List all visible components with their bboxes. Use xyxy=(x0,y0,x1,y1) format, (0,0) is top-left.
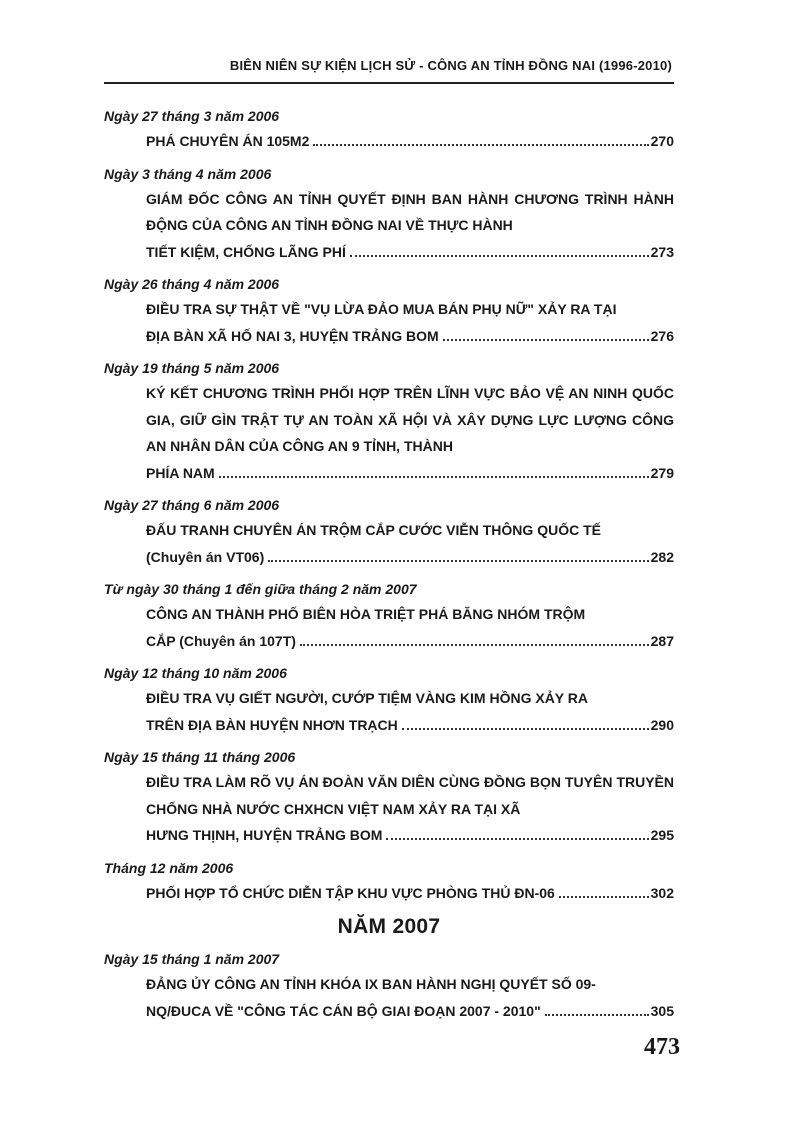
toc-entry-title-lead: ĐẢNG ỦY CÔNG AN TỈNH KHÓA IX BAN HÀNH NGHỊ QUYẾT SỐ 09- xyxy=(146,976,596,992)
dot-leader xyxy=(313,144,648,146)
toc-entry-title-lead: ĐIỀU TRA VỤ GIẾT NGƯỜI, CƯỚP TIỆM VÀNG KIM HỒNG XẢY RA xyxy=(146,690,588,706)
toc-entry xyxy=(104,858,674,907)
toc-entry-title-lead: ĐIỀU TRA LÀM RÕ VỤ ÁN ĐOÀN VĂN DIÊN CÙNG ĐỒNG BỌN TUYÊN TRUYỀN CHỐNG NHÀ NƯỚC CHXHCN VIỆT NAM XẢY RA TẠI XÃ xyxy=(146,774,674,817)
dot-leader xyxy=(402,728,649,730)
toc-entry-title xyxy=(104,380,674,486)
year-heading: NĂM 2007 xyxy=(337,915,441,938)
toc-entry-page: 287 xyxy=(650,632,674,649)
toc-entry xyxy=(104,358,674,486)
dot-leader xyxy=(219,476,649,478)
dot-leader xyxy=(350,255,649,257)
toc-entry-date: Ngày 27 tháng 6 năm 2006 xyxy=(104,497,280,513)
toc-entry-page: 282 xyxy=(650,548,674,565)
toc-entry-title xyxy=(104,685,674,738)
toc-entry-title xyxy=(104,880,674,907)
toc-entries-2007 xyxy=(104,949,674,1024)
toc-entry-title-lead: CÔNG AN THÀNH PHỐ BIÊN HÒA TRIỆT PHÁ BĂNG NHÓM TRỘM xyxy=(146,606,586,622)
header-rule xyxy=(104,82,674,84)
toc-entry-date: Ngày 15 tháng 11 tháng 2006 xyxy=(104,749,296,765)
toc-entry-title xyxy=(104,296,674,349)
toc-entry-title-last-line xyxy=(146,628,674,655)
toc-entry-title-lead: KÝ KẾT CHƯƠNG TRÌNH PHỐI HỢP TRÊN LĨNH VỰC BẢO VỆ AN NINH QUỐC GIA, GIỮ GÌN TRẬT TỰ AN TOÀN XÃ HỘI VÀ XÂY DỰNG LỰC LƯỢNG CÔNG AN NHÂN DÂN CỦA CÔNG AN 9 TỈNH, THÀNH xyxy=(146,385,674,454)
toc-entries-2006 xyxy=(104,106,674,906)
dot-leader xyxy=(559,896,649,898)
toc-entry xyxy=(104,949,674,1024)
toc-entry-title-last-line xyxy=(146,239,674,266)
toc-entry-title xyxy=(104,601,674,654)
toc-entry-title-end: TRÊN ĐỊA BÀN HUYỆN NHƠN TRẠCH xyxy=(146,716,398,733)
toc-entry xyxy=(104,663,674,738)
dot-leader xyxy=(300,644,649,646)
toc-entry-title-last-line xyxy=(146,998,674,1025)
toc-entry-title xyxy=(104,128,674,155)
running-header: BIÊN NIÊN SỰ KIỆN LỊCH SỬ - CÔNG AN TỈNH ĐỒNG NAI (1996-2010) xyxy=(229,58,672,73)
toc-entry-title-lead: ĐẤU TRANH CHUYÊN ÁN TRỘM CẮP CƯỚC VIỄN THÔNG QUỐC TẾ xyxy=(146,522,601,538)
page-number: 473 xyxy=(644,1034,680,1060)
toc-entry xyxy=(104,274,674,349)
toc-entry-title-last-line xyxy=(146,460,674,487)
toc-entry-title-end: HƯNG THỊNH, HUYỆN TRẢNG BOM xyxy=(146,827,383,843)
toc-entry-title-lead: ĐIỀU TRA SỰ THẬT VỀ "VỤ LỪA ĐẢO MUA BÁN PHỤ NỮ" XẢY RA TẠI xyxy=(146,301,617,317)
toc-entry-date: Ngày 15 tháng 1 năm 2007 xyxy=(104,951,280,967)
dot-leader xyxy=(268,560,648,562)
toc-content xyxy=(104,106,674,1033)
toc-entry-title-end: ĐỊA BÀN XÃ HỐ NAI 3, HUYỆN TRẢNG BOM xyxy=(146,327,439,344)
toc-entry-title xyxy=(104,971,674,1024)
toc-entry-date: Ngày 3 tháng 4 năm 2006 xyxy=(104,165,272,182)
toc-entry xyxy=(104,164,674,266)
toc-entry-title xyxy=(104,769,674,849)
toc-entry xyxy=(104,579,674,654)
dot-leader xyxy=(386,838,648,840)
toc-entry-date: Ngày 19 tháng 5 năm 2006 xyxy=(104,360,280,376)
toc-entry-title xyxy=(104,517,674,570)
toc-entry-date: Ngày 12 tháng 10 năm 2006 xyxy=(104,665,287,681)
toc-entry-title-last-line xyxy=(146,712,674,739)
toc-entry-date: Ngày 26 tháng 4 năm 2006 xyxy=(104,276,280,292)
toc-entry-title-end: (Chuyên án VT06) xyxy=(146,548,265,565)
toc-entry-title xyxy=(104,186,674,266)
toc-entry-title-last-line xyxy=(146,544,674,571)
toc-entry-title-lead: GIÁM ĐỐC CÔNG AN TỈNH QUYẾT ĐỊNH BAN HÀNH CHƯƠNG TRÌNH HÀNH ĐỘNG CỦA CÔNG AN TỈNH ĐỒNG NAI VỀ THỰC HÀNH xyxy=(146,190,674,233)
toc-entry-date: Ngày 27 tháng 3 năm 2006 xyxy=(104,108,280,124)
dot-leader xyxy=(545,1014,649,1016)
toc-entry xyxy=(104,747,674,849)
toc-entry-page: 276 xyxy=(650,327,674,344)
toc-entry-page: 270 xyxy=(650,133,674,149)
toc-entry-title-end: PHÍA NAM xyxy=(146,464,215,481)
toc-entry xyxy=(104,495,674,570)
toc-entry-page: 305 xyxy=(650,1002,674,1019)
toc-entry-page: 295 xyxy=(650,827,674,843)
toc-entry-title-last-line xyxy=(146,822,674,849)
toc-entry-title-last-line xyxy=(146,880,674,907)
toc-entry-page: 279 xyxy=(650,464,674,481)
toc-entry-title-end: CẮP (Chuyên án 107T) xyxy=(146,632,296,649)
toc-entry-title-end: PHỐI HỢP TỔ CHỨC DIỄN TẬP KHU VỰC PHÒNG THỦ ĐN-06 xyxy=(146,884,555,901)
toc-entry-title-end: PHÁ CHUYÊN ÁN 105M2 xyxy=(146,133,310,149)
toc-entry-page: 290 xyxy=(650,716,674,733)
toc-entry xyxy=(104,106,674,155)
dot-leader xyxy=(443,339,649,341)
toc-entry-title-last-line xyxy=(146,128,674,155)
toc-entry-date: Tháng 12 năm 2006 xyxy=(104,859,234,876)
toc-entry-page: 273 xyxy=(650,243,674,260)
toc-entry-page: 302 xyxy=(650,884,674,901)
toc-entry-date: Từ ngày 30 tháng 1 đến giữa tháng 2 năm 2007 xyxy=(104,581,417,597)
toc-entry-title-end: TIẾT KIỆM, CHỐNG LÃNG PHÍ xyxy=(146,243,346,260)
toc-entry-title-last-line xyxy=(146,323,674,350)
toc-entry-title-end: NQ/ĐUCA VỀ "CÔNG TÁC CÁN BỘ GIAI ĐOẠN 2007 - 2010" xyxy=(146,1002,541,1019)
